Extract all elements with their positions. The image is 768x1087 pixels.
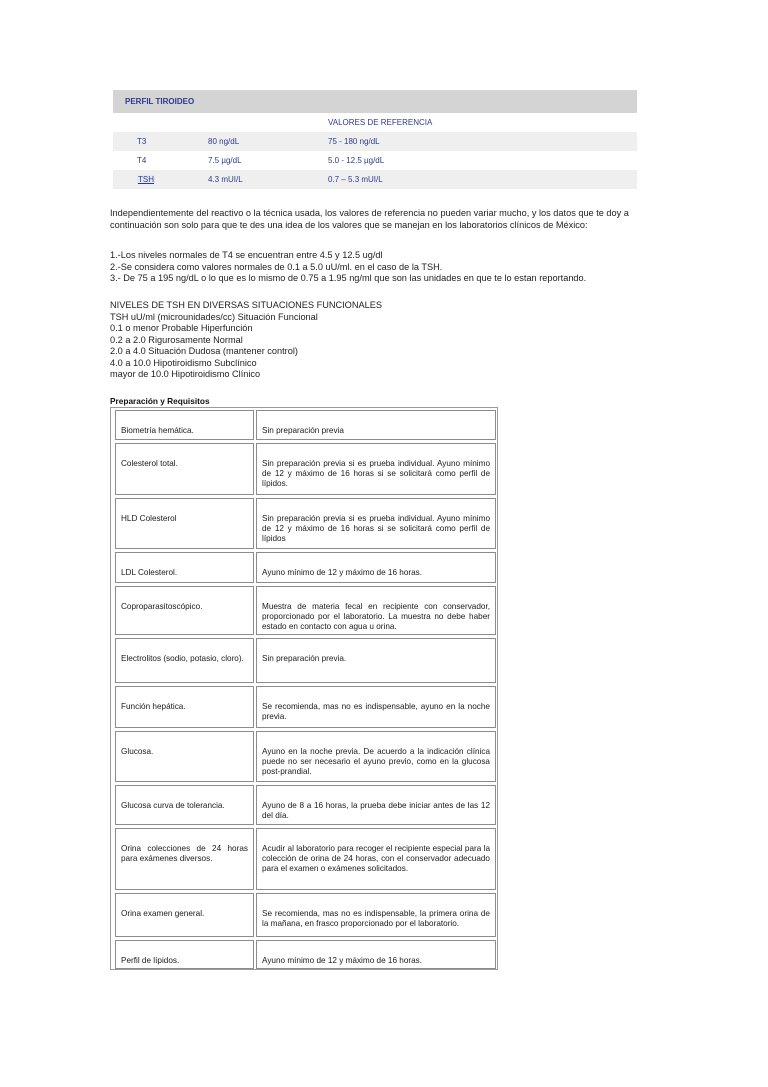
tsh-level-line: 0.2 a 2.0 Rigurosamente Normal bbox=[110, 334, 243, 345]
test-value: 4.3 mUI/L bbox=[208, 175, 243, 184]
note-line: 2.-Se considera como valores normales de 0.1 a 5.0 uU/ml. en el caso de la TSH. bbox=[110, 261, 443, 272]
notes-block bbox=[110, 250, 670, 285]
tsh-levels-heading: NIVELES DE TSH EN DIVERSAS SITUACIONES FUNCIONALES bbox=[110, 300, 382, 310]
prep-requirement-cell: Sin preparación previa bbox=[256, 410, 496, 440]
test-name: T4 bbox=[137, 156, 147, 165]
prep-requirement-cell: Sin preparación previa si es prueba individual. Ayuno mínimo de 12 y máximo de 16 horas si se solicitará como perfil de lípidos bbox=[256, 498, 496, 549]
tsh-level-line: 0.1 o menor Probable Hiperfunción bbox=[110, 323, 253, 333]
tsh-levels-block bbox=[110, 300, 670, 381]
table-row bbox=[113, 132, 637, 151]
prep-test-cell: Orina colecciones de 24 horas para exámenes diversos. bbox=[115, 828, 254, 890]
test-value: 7.5 µg/dL bbox=[208, 156, 242, 165]
table-row bbox=[113, 151, 637, 170]
test-reference: 5.0 - 12.5 µg/dL bbox=[328, 156, 385, 165]
prep-requirements-table bbox=[110, 407, 498, 970]
prep-requirement-cell: Ayuno mínimo de 12 y máximo de 16 horas. bbox=[256, 940, 496, 969]
test-reference: 0.7 – 5.3 mUI/L bbox=[328, 175, 383, 184]
prep-requirement-cell: Acudir al laboratorio para recoger el recipiente especial para la colección de orina de 24 horas, con el conservador adecuado para el examen o exámenes solicitados. bbox=[256, 828, 496, 890]
prep-requirement-cell: Ayuno en la noche previa. De acuerdo a la indicación clínica puede no ser necesario el ayuno previo, como en la glucosa post-prandial. bbox=[256, 731, 496, 782]
prep-test-cell: Orina examen general. bbox=[115, 893, 254, 937]
prep-requirement-cell: Se recomienda, mas no es indispensable, ayuno en la noche previa. bbox=[256, 686, 496, 728]
thyroid-reference-header-row bbox=[113, 113, 637, 132]
tsh-level-line: mayor de 10.0 Hipotiroidismo Clínico bbox=[110, 369, 261, 379]
prep-requirement-cell: Sin preparación previa si es prueba individual. Ayuno mínimo de 12 y máximo de 16 horas si se solicitará como perfil de lípidos. bbox=[256, 443, 496, 495]
prep-test-cell: Glucosa. bbox=[115, 731, 254, 782]
tsh-level-line: 2.0 a 4.0 Situación Dudosa (mantener control) bbox=[110, 346, 298, 356]
prep-requirement-cell: Se recomienda, mas no es indispensable, la primera orina de la mañana, en frasco proporcionado por el laboratorio. bbox=[256, 893, 496, 937]
tsh-link[interactable]: TSH bbox=[138, 175, 154, 184]
thyroid-profile-table bbox=[113, 90, 637, 189]
prep-requirement-cell: Ayuno mínimo de 12 y máximo de 16 horas. bbox=[256, 552, 496, 583]
prep-test-cell: HLD Colesterol bbox=[115, 498, 254, 549]
prep-test-cell: Glucosa curva de tolerancia. bbox=[115, 785, 254, 825]
reference-values-header: VALORES DE REFERENCIA bbox=[328, 118, 433, 127]
prep-requirement-cell: Sin preparación previa. bbox=[256, 638, 496, 683]
prep-test-cell: Función hepática. bbox=[115, 686, 254, 728]
tsh-level-line: TSH uU/ml (microunidades/cc) Situación Funcional bbox=[110, 311, 318, 322]
prep-test-cell: LDL Colesterol. bbox=[115, 552, 254, 583]
prep-test-cell: Electrolitos (sodio, potasio, cloro). bbox=[115, 638, 254, 683]
note-line: 1.-Los niveles normales de T4 se encuentran entre 4.5 y 12.5 ug/dl bbox=[110, 250, 383, 260]
note-line: 3.- De 75 a 195 ng/dL o lo que es lo mismo de 0.75 a 1.95 ng/ml que son las unidades en que te lo estan reportando. bbox=[110, 273, 587, 283]
prep-requirement-cell: Ayuno de 8 a 16 horas, la prueba debe iniciar antes de las 12 del día. bbox=[256, 785, 496, 825]
test-name: T3 bbox=[137, 137, 147, 146]
intro-text: Independientemente del reactivo o la técnica usada, los valores de referencia no pueden variar mucho, y los datos que te doy a continuación son solo para que te des una idea de los valores que se manejan en los laboratorios clínicos de México: bbox=[110, 208, 629, 230]
test-value: 80 ng/dL bbox=[208, 137, 240, 146]
prep-test-cell: Biometría hemática. bbox=[115, 410, 254, 440]
prep-test-cell: Perfil de lípidos. bbox=[115, 940, 254, 969]
prep-test-cell: Coproparasitoscópico. bbox=[115, 586, 254, 635]
table-row bbox=[113, 170, 637, 189]
prep-section-title: Preparación y Requisitos bbox=[110, 396, 210, 406]
prep-test-cell: Colesterol total. bbox=[115, 443, 254, 495]
tsh-level-line: 4.0 a 10.0 Hipotiroidismo Subclínico bbox=[110, 357, 257, 368]
thyroid-table-title: PERFIL TIROIDEO bbox=[113, 90, 637, 113]
prep-requirement-cell: Muestra de materia fecal en recipiente con conservador, proporcionado por el laboratorio. La muestra no debe haber estado en contacto con agua u orina. bbox=[256, 586, 496, 635]
intro-paragraph bbox=[110, 208, 670, 231]
test-reference: 75 - 180 ng/dL bbox=[328, 137, 380, 146]
